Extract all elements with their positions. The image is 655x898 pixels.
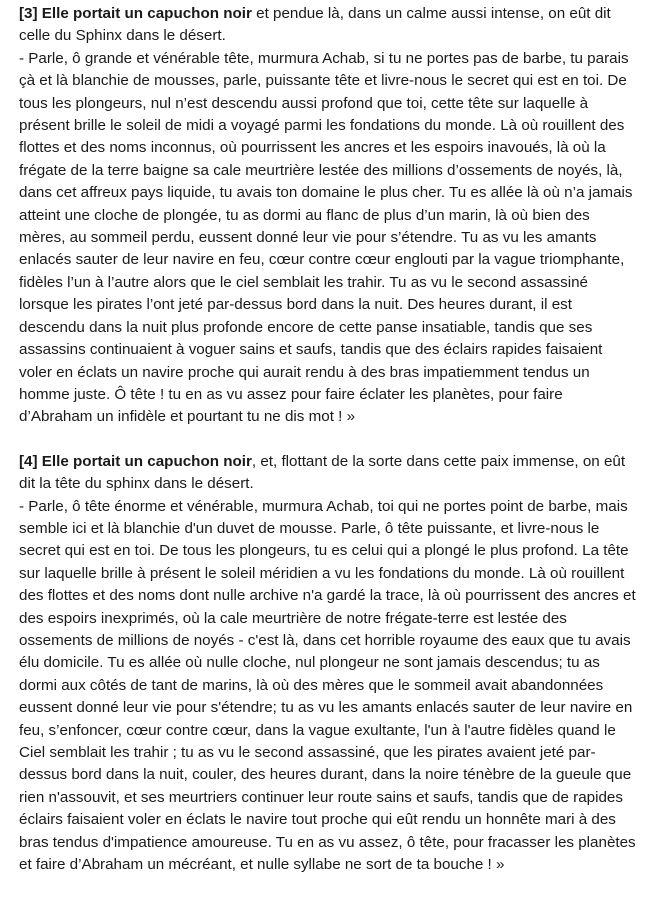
passage-intro bbox=[19, 451, 637, 496]
passage-lead: Elle portait un capuchon noir bbox=[41, 452, 252, 470]
passage-number: [3] bbox=[19, 5, 38, 22]
passage-intro bbox=[19, 3, 637, 48]
passage-number: [4] bbox=[19, 452, 38, 470]
passage-intro-text: et pendue là, dans un calme aussi intense, on eût dit celle du Sphinx dans le désert. bbox=[19, 5, 611, 45]
document-page bbox=[19, 3, 637, 876]
passage-intro-text: , et, flottant de la sorte dans cette paix immense, on eût dit la tête du sphinx dans le désert. bbox=[19, 452, 626, 493]
passage-speech: - Parle, ô tête énorme et vénérable, murmura Achab, toi qui ne portes point de barbe, mais semble ici et là blanchie d'un duvet de mousse. Parle, ô tête puissante, et livre-nous le secret qui est en toi. De tous les plongeurs, tu es celui qui a plongé le plus profond. La tête sur laquelle brille à présent le soleil méridien a vu les fondations du monde. Là où rouillent des flottes et des noms dont nulle archive n'a gardé la trace, là où pourrissent des ancres et des espoirs inexprimés, où la cale meurtrière de notre frégate-terre est lestée des ossements de millions de noyés - c'est là, dans cet horrible royaume des eaux que tu avais élu domicile. Tu es allée où nulle cloche, nul plongeur ne sont jamais descendus; tu as dormi aux côtés de tant de marins, là où des mères que le sommeil avait abandonnées eussent donné leur vie pour s'étendre; tu as vu les amants enlacés sauter de leur navire en feu, s’enfoncer, cœur contre cœur, dans la vague exultante, l'un à l'autre fidèles quand le Ciel semblait les trahir ; tu as vu le second assassiné, que les pirates avaient jeté par-dessus bord dans la nuit, couler, des heures durant, dans la noire ténèbre de la gueule que rien n'assouvit, et ses meurtriers continuer leur route sains et saufs, tandis que de rapides éclairs faisaient voler en éclats le navire tout proche qui eût rendu un honnête mari à des bras tendus d'impatience amoureuse. Tu en as vu assez, ô tête, pour fracasser les planètes et faire d’Abraham un mécréant, et nulle syllabe ne sort de ta bouche ! » bbox=[19, 497, 636, 874]
passage-speech: - Parle, ô grande et vénérable tête, murmura Achab, si tu ne portes pas de barbe, tu parais çà et là blanchie de mousses, parle, puissante tête et livre-nous le secret qui est en toi. De tous les plongeurs, nul n’est descendu aussi profond que toi, cette tête sur laquelle à présent brille le soleil de midi a voyagé parmi les fondations du monde. Là où rouillent des flottes et des noms inconnus, où pourrissent les ancres et les espoirs inavoués, là où la frégate de la terre baigne sa cale meurtrière lestée des millions d’ossements de noyés, là, dans cet affreux pays liquide, tu avais ton domaine le plus cher. Tu es allée là où n’a jamais atteint une cloche de plongée, tu as dormi au flanc de plus d’un marin, là où bien des mères, au sommeil perdu, eussent donné leur vie pour s’étendre. Tu as vu les amants enlacés sauter de leur navire en feu, cœur contre cœur englouti par la vague triomphante, fidèles l’un à l’autre alors que le ciel semblait les trahir. Tu as vu le second assassiné lorsque les pirates l’ont jeté par-dessus bord dans la nuit. Des heures durant, il est descendu dans la nuit plus profonde encore de cette panse insatiable, tandis que ses assassins continuaient à voguer sains et saufs, tandis que des éclairs rapides faisaient voler en éclats un navire proche qui aurait rendu à des bras impatiemment tendus un homme juste. Ô tête ! tu en as vu assez pour faire éclater les planètes, pour faire d’Abraham un infidèle et pourtant tu ne dis mot ! » bbox=[19, 49, 633, 426]
passage-lead: Elle portait un capuchon noir bbox=[41, 5, 252, 22]
passage-3 bbox=[19, 3, 637, 429]
passage-4 bbox=[19, 451, 637, 877]
